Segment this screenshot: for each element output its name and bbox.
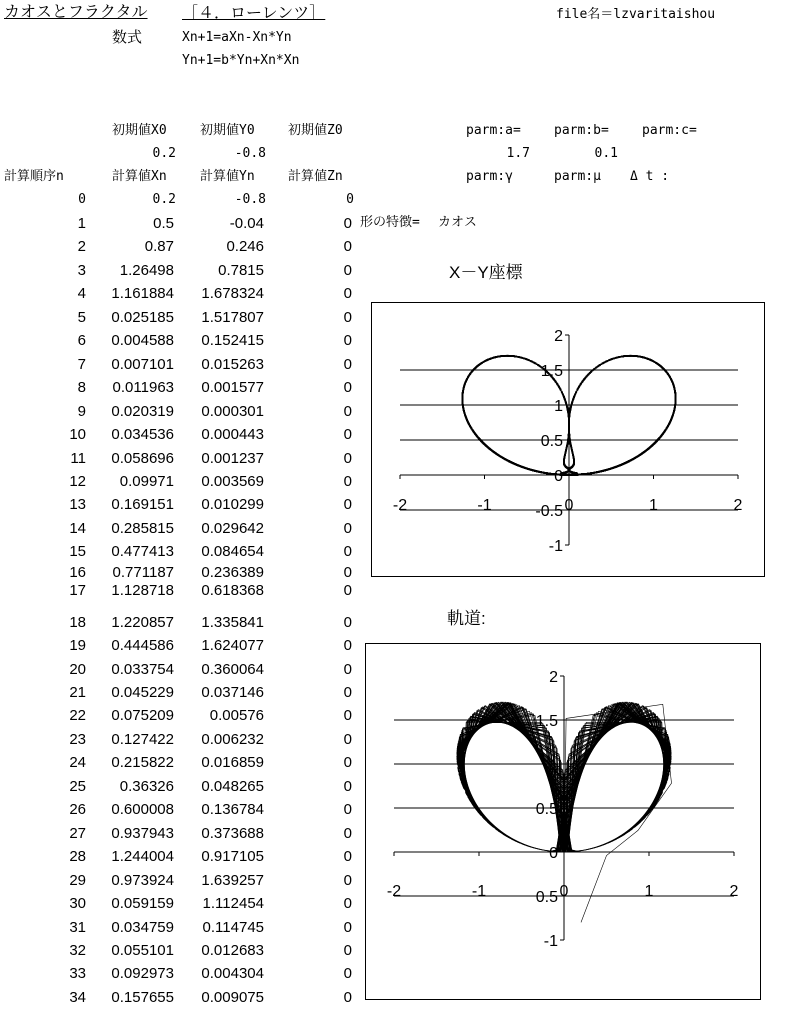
table-row	[0, 658, 360, 681]
param-a-label: parm:a=	[466, 122, 521, 140]
row-xn[interactable]: 0.600008	[96, 798, 174, 821]
row-n: 19	[0, 634, 86, 657]
row-n: 23	[0, 728, 86, 751]
row-zn[interactable]: 0	[300, 493, 352, 516]
row-zn[interactable]: 0	[300, 212, 352, 235]
row-zn[interactable]: 0	[300, 939, 352, 962]
row-n: 4	[0, 282, 86, 305]
row-xn[interactable]: 0.045229	[96, 681, 174, 704]
row-n: 18	[0, 611, 86, 634]
table-row	[0, 869, 360, 892]
header-zn: 計算値Zn	[288, 168, 343, 186]
row-xn[interactable]: 0.215822	[96, 751, 174, 774]
y-tick-label: 1.5	[541, 363, 563, 380]
row-n: 25	[0, 775, 86, 798]
row-n: 6	[0, 329, 86, 352]
row-xn[interactable]: 0.075209	[96, 704, 174, 727]
row-yn[interactable]: 1.678324	[184, 282, 264, 305]
row-n: 16	[0, 561, 86, 584]
x-tick-label: 1	[649, 497, 658, 514]
row-n: 12	[0, 470, 86, 493]
row-yn[interactable]: 0.917105	[184, 845, 264, 868]
row-zn[interactable]: 0	[300, 822, 352, 845]
row-n: 11	[0, 447, 86, 470]
row-xn[interactable]: 0.011963	[96, 376, 174, 399]
shape-feature-value[interactable]: カオス	[438, 214, 477, 232]
row-zn[interactable]: 0	[300, 579, 352, 602]
header-xn: 計算値Xn	[112, 168, 167, 186]
formula-y: Yn+1=b*Yn+Xn*Xn	[182, 52, 299, 70]
row-n: 30	[0, 892, 86, 915]
row-zn[interactable]: 0	[300, 892, 352, 915]
row-zn[interactable]: 0	[300, 423, 352, 446]
row-yn[interactable]: 0.246	[184, 235, 264, 258]
row-yn[interactable]: 1.624077	[184, 634, 264, 657]
init-y-value[interactable]: -0.8	[190, 145, 266, 163]
table-row	[0, 939, 360, 962]
row-n: 9	[0, 400, 86, 423]
row-zn[interactable]: 0	[300, 329, 352, 352]
table-row	[0, 282, 360, 305]
row-yn[interactable]: 0.152415	[184, 329, 264, 352]
table-row	[0, 579, 360, 602]
row-xn[interactable]: 0.09971	[96, 470, 174, 493]
row-xn[interactable]: 0.127422	[96, 728, 174, 751]
table-row	[0, 259, 360, 282]
row-xn[interactable]: 0.092973	[96, 962, 174, 985]
row-yn[interactable]: 0.009075	[184, 986, 264, 1009]
row-zn[interactable]: 0	[300, 775, 352, 798]
row-xn[interactable]: 0.771187	[96, 561, 174, 584]
row-zn[interactable]: 0	[300, 728, 352, 751]
row-xn[interactable]: 1.26498	[96, 259, 174, 282]
row-yn[interactable]: 0.000301	[184, 400, 264, 423]
row0-n: 0	[0, 191, 86, 209]
chart1-title: X－Y座標	[449, 258, 523, 283]
row-yn[interactable]: 0.029642	[184, 517, 264, 540]
row-zn[interactable]: 0	[300, 962, 352, 985]
chart1-svg	[372, 303, 764, 576]
row-n: 33	[0, 962, 86, 985]
formula-label: 数式	[112, 28, 142, 46]
row-xn[interactable]: 0.444586	[96, 634, 174, 657]
row-xn[interactable]: 0.020319	[96, 400, 174, 423]
table-row	[0, 611, 360, 634]
table-row	[0, 704, 360, 727]
row-xn[interactable]: 0.007101	[96, 353, 174, 376]
row-n: 24	[0, 751, 86, 774]
table-row	[0, 728, 360, 751]
row-xn[interactable]: 1.128718	[96, 579, 174, 602]
row-n: 20	[0, 658, 86, 681]
row-zn[interactable]: 0	[300, 376, 352, 399]
row0-xn[interactable]: 0.2	[100, 191, 176, 209]
row-xn[interactable]: 0.055101	[96, 939, 174, 962]
row-yn[interactable]: 1.335841	[184, 611, 264, 634]
row-yn[interactable]: 0.00576	[184, 704, 264, 727]
row-yn[interactable]: 0.037146	[184, 681, 264, 704]
row-zn[interactable]: 0	[300, 658, 352, 681]
row-yn[interactable]: 0.003569	[184, 470, 264, 493]
table-row	[0, 423, 360, 446]
row-n: 26	[0, 798, 86, 821]
header-n: 計算順序n	[4, 168, 64, 186]
row-yn[interactable]: -0.04	[184, 212, 264, 235]
table-row	[0, 400, 360, 423]
table-row	[0, 986, 360, 1009]
row-yn[interactable]: 0.618368	[184, 579, 264, 602]
row-zn[interactable]: 0	[300, 517, 352, 540]
row-yn[interactable]: 1.517807	[184, 306, 264, 329]
row-n: 7	[0, 353, 86, 376]
table-row	[0, 376, 360, 399]
row-zn[interactable]: 0	[300, 916, 352, 939]
row-n: 21	[0, 681, 86, 704]
row-yn[interactable]: 0.236389	[184, 561, 264, 584]
formula-x: Xn+1=aXn-Xn*Yn	[182, 29, 292, 47]
row-zn[interactable]: 0	[300, 798, 352, 821]
row-zn[interactable]: 0	[300, 353, 352, 376]
row-n: 14	[0, 517, 86, 540]
row-yn[interactable]: 0.012683	[184, 939, 264, 962]
row-zn[interactable]: 0	[300, 235, 352, 258]
row-zn[interactable]: 0	[300, 470, 352, 493]
row-zn[interactable]: 0	[300, 306, 352, 329]
init-x-label: 初期値X0	[112, 122, 167, 140]
row-n: 2	[0, 235, 86, 258]
row-xn[interactable]: 0.36326	[96, 775, 174, 798]
param-dt-label: Δ t :	[630, 168, 669, 186]
table-row	[0, 822, 360, 845]
y-tick-label: -0.5	[535, 503, 563, 520]
row-xn[interactable]: 0.157655	[96, 986, 174, 1009]
row-zn[interactable]: 0	[300, 282, 352, 305]
row-xn[interactable]: 0.285815	[96, 517, 174, 540]
row-n: 5	[0, 306, 86, 329]
row-yn[interactable]: 0.373688	[184, 822, 264, 845]
row0-yn[interactable]: -0.8	[190, 191, 266, 209]
shape-feature-label: 形の特徴=	[360, 214, 420, 232]
y-tick-label: 2	[554, 328, 563, 345]
row-n: 13	[0, 493, 86, 516]
param-b-label: parm:b=	[554, 122, 609, 140]
param-a-value[interactable]: 1.7	[470, 145, 530, 163]
table-row	[0, 845, 360, 868]
param-b-value[interactable]: 0.1	[560, 145, 618, 163]
row-yn[interactable]: 0.360064	[184, 658, 264, 681]
row-xn[interactable]: 0.059159	[96, 892, 174, 915]
table-row	[0, 681, 360, 704]
row-yn[interactable]: 0.006232	[184, 728, 264, 751]
table-row	[0, 306, 360, 329]
table-row	[0, 517, 360, 540]
x-tick-label: -2	[393, 497, 407, 514]
row-xn[interactable]: 0.937943	[96, 822, 174, 845]
table-row	[0, 212, 360, 235]
x-tick-label: -1	[477, 497, 491, 514]
y-tick-label: 1	[554, 398, 563, 415]
table-row	[0, 235, 360, 258]
x-tick-label: 2	[734, 497, 743, 514]
row-zn[interactable]: 0	[300, 611, 352, 634]
row-xn[interactable]: 0.058696	[96, 447, 174, 470]
row-zn[interactable]: 0	[300, 704, 352, 727]
row-n: 32	[0, 939, 86, 962]
row-yn[interactable]: 0.015263	[184, 353, 264, 376]
y-tick-label: 0	[554, 468, 563, 485]
table-row	[0, 892, 360, 915]
section-title: ［４．ローレンツ］	[182, 4, 325, 22]
row-n: 1	[0, 212, 86, 235]
init-y-label: 初期値Y0	[200, 122, 255, 140]
init-x-value[interactable]: 0.2	[100, 145, 176, 163]
row-n: 22	[0, 704, 86, 727]
row-yn[interactable]: 0.136784	[184, 798, 264, 821]
row-yn[interactable]: 0.004304	[184, 962, 264, 985]
header-yn: 計算値Yn	[200, 168, 255, 186]
row-n: 27	[0, 822, 86, 845]
row-zn[interactable]: 0	[300, 751, 352, 774]
row-zn[interactable]: 0	[300, 986, 352, 1009]
row-xn[interactable]: 0.034536	[96, 423, 174, 446]
table-row	[0, 751, 360, 774]
row-n: 10	[0, 423, 86, 446]
table-row	[0, 329, 360, 352]
y-tick-label: 0.5	[541, 433, 563, 450]
table-row	[0, 798, 360, 821]
row-n: 29	[0, 869, 86, 892]
row-zn[interactable]: 0	[300, 681, 352, 704]
row-xn[interactable]: 0.477413	[96, 540, 174, 563]
init-z-label: 初期値Z0	[288, 122, 343, 140]
table-row	[0, 962, 360, 985]
row-zn[interactable]: 0	[300, 447, 352, 470]
row-n: 15	[0, 540, 86, 563]
row-zn[interactable]: 0	[300, 869, 352, 892]
row-xn[interactable]: 1.244004	[96, 845, 174, 868]
row-xn[interactable]: 1.161884	[96, 282, 174, 305]
row-n: 28	[0, 845, 86, 868]
table-row	[0, 447, 360, 470]
row-yn[interactable]: 0.084654	[184, 540, 264, 563]
row-zn[interactable]: 0	[300, 561, 352, 584]
row-zn[interactable]: 0	[300, 845, 352, 868]
row-yn[interactable]: 0.000443	[184, 423, 264, 446]
row-xn[interactable]: 0.004588	[96, 329, 174, 352]
row0-zn[interactable]: 0	[276, 191, 354, 209]
row-xn[interactable]: 0.5	[96, 212, 174, 235]
row-yn[interactable]: 1.639257	[184, 869, 264, 892]
row-yn[interactable]: 0.001577	[184, 376, 264, 399]
row-n: 8	[0, 376, 86, 399]
y-tick-label: -1	[549, 538, 563, 555]
table-row	[0, 470, 360, 493]
param-mu-label: parm:μ	[554, 168, 601, 186]
row-zn[interactable]: 0	[300, 400, 352, 423]
row-zn[interactable]: 0	[300, 540, 352, 563]
x-tick-label: 0	[565, 497, 574, 514]
table-row	[0, 634, 360, 657]
row-xn[interactable]: 0.169151	[96, 493, 174, 516]
row-xn[interactable]: 0.973924	[96, 869, 174, 892]
row-xn[interactable]: 0.025185	[96, 306, 174, 329]
row-yn[interactable]: 0.016859	[184, 751, 264, 774]
sheet-title: カオスとフラクタル	[4, 4, 148, 22]
row-xn[interactable]: 0.034759	[96, 916, 174, 939]
table-row	[0, 353, 360, 376]
chart1-area[interactable]	[371, 302, 765, 577]
row-yn[interactable]: 0.001237	[184, 447, 264, 470]
row-n: 31	[0, 916, 86, 939]
row-xn[interactable]: 0.033754	[96, 658, 174, 681]
row-n: 17	[0, 579, 86, 602]
row-xn[interactable]: 0.87	[96, 235, 174, 258]
param-gamma-label: parm:γ	[466, 168, 513, 186]
table-row	[0, 916, 360, 939]
row-n: 3	[0, 259, 86, 282]
row-yn[interactable]: 1.112454	[184, 892, 264, 915]
file-name-label: file名＝lzvaritaishou	[556, 6, 715, 24]
row-yn[interactable]: 0.010299	[184, 493, 264, 516]
row-yn[interactable]: 0.7815	[184, 259, 264, 282]
table-row	[0, 775, 360, 798]
row-zn[interactable]: 0	[300, 259, 352, 282]
row-yn[interactable]: 0.048265	[184, 775, 264, 798]
row-zn[interactable]: 0	[300, 634, 352, 657]
row-yn[interactable]: 0.114745	[184, 916, 264, 939]
row-n: 34	[0, 986, 86, 1009]
param-c-label: parm:c=	[642, 122, 697, 140]
table-row	[0, 493, 360, 516]
row-xn[interactable]: 1.220857	[96, 611, 174, 634]
